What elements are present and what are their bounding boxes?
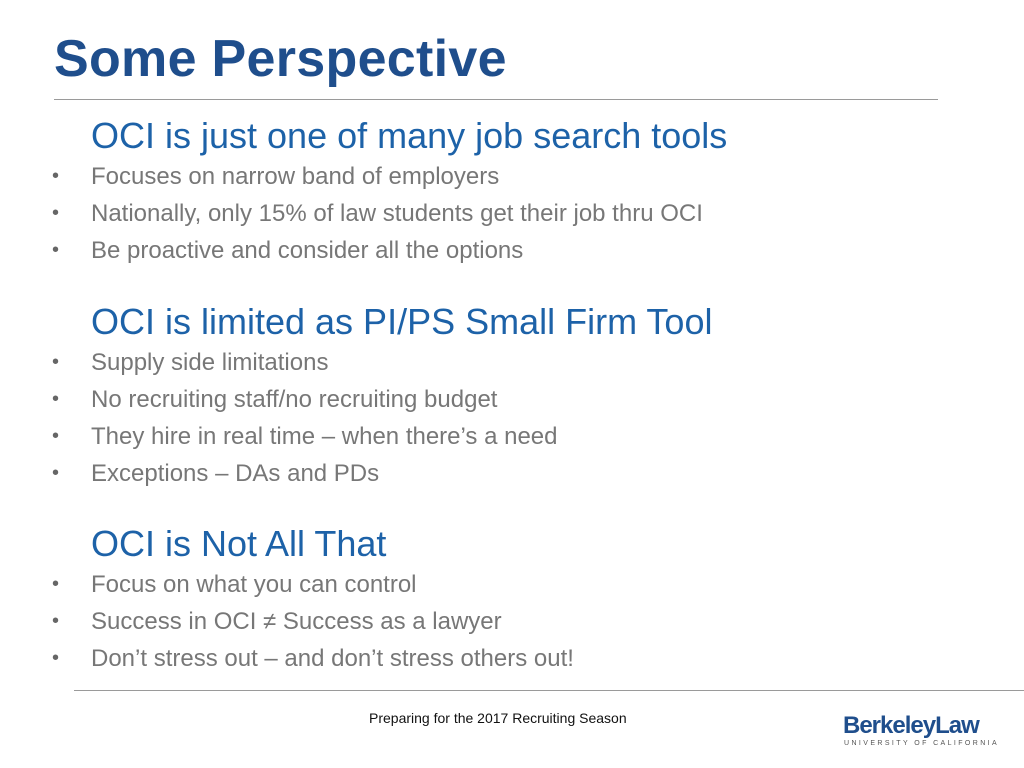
bullet-icon: • (52, 165, 60, 187)
list-item (0, 158, 1000, 195)
bullet-text: Success in OCI ≠ Success as a lawyer (91, 608, 502, 635)
list-item (0, 603, 1000, 640)
list-item (0, 344, 1000, 381)
list-item (0, 195, 1000, 232)
section-heading: OCI is just one of many job search tools (91, 115, 728, 156)
bullet-icon: • (52, 239, 60, 261)
title-divider (54, 99, 938, 100)
bullet-icon: • (52, 647, 60, 669)
bullet-list (0, 344, 1000, 492)
slide-title: Some Perspective (54, 30, 507, 88)
list-item (0, 232, 1000, 269)
list-item (0, 566, 1000, 603)
bullet-text: They hire in real time – when there’s a need (91, 423, 558, 450)
bullet-text: Be proactive and consider all the options (91, 237, 524, 264)
bullet-list (0, 566, 1000, 677)
bullet-text: Focuses on narrow band of employers (91, 163, 500, 190)
bullet-icon: • (52, 610, 60, 632)
footer-caption: Preparing for the 2017 Recruiting Season (369, 710, 627, 726)
bullet-text: Focus on what you can control (91, 571, 417, 598)
section-heading: OCI is limited as PI/PS Small Firm Tool (91, 301, 713, 342)
berkeley-law-logo (843, 712, 1000, 752)
bullet-icon: • (52, 425, 60, 447)
bullet-text: Supply side limitations (91, 349, 329, 376)
logo-subtitle: UNIVERSITY OF CALIFORNIA (844, 740, 1000, 747)
section-heading: OCI is Not All That (91, 523, 387, 564)
bullet-icon: • (52, 462, 60, 484)
bullet-text: No recruiting staff/no recruiting budget (91, 386, 498, 413)
list-item (0, 418, 1000, 455)
bullet-list (0, 158, 1000, 269)
list-item (0, 381, 1000, 418)
bullet-text: Exceptions – DAs and PDs (91, 460, 380, 487)
bullet-text: Don’t stress out – and don’t stress others out! (91, 645, 574, 672)
list-item (0, 640, 1000, 677)
bullet-text: Nationally, only 15% of law students get their job thru OCI (91, 200, 703, 227)
footer-divider (74, 690, 1024, 691)
list-item (0, 455, 1000, 492)
bullet-icon: • (52, 351, 60, 373)
logo-wordmark: BerkeleyLaw (843, 712, 979, 739)
bullet-icon: • (52, 202, 60, 224)
bullet-icon: • (52, 388, 60, 410)
bullet-icon: • (52, 573, 60, 595)
